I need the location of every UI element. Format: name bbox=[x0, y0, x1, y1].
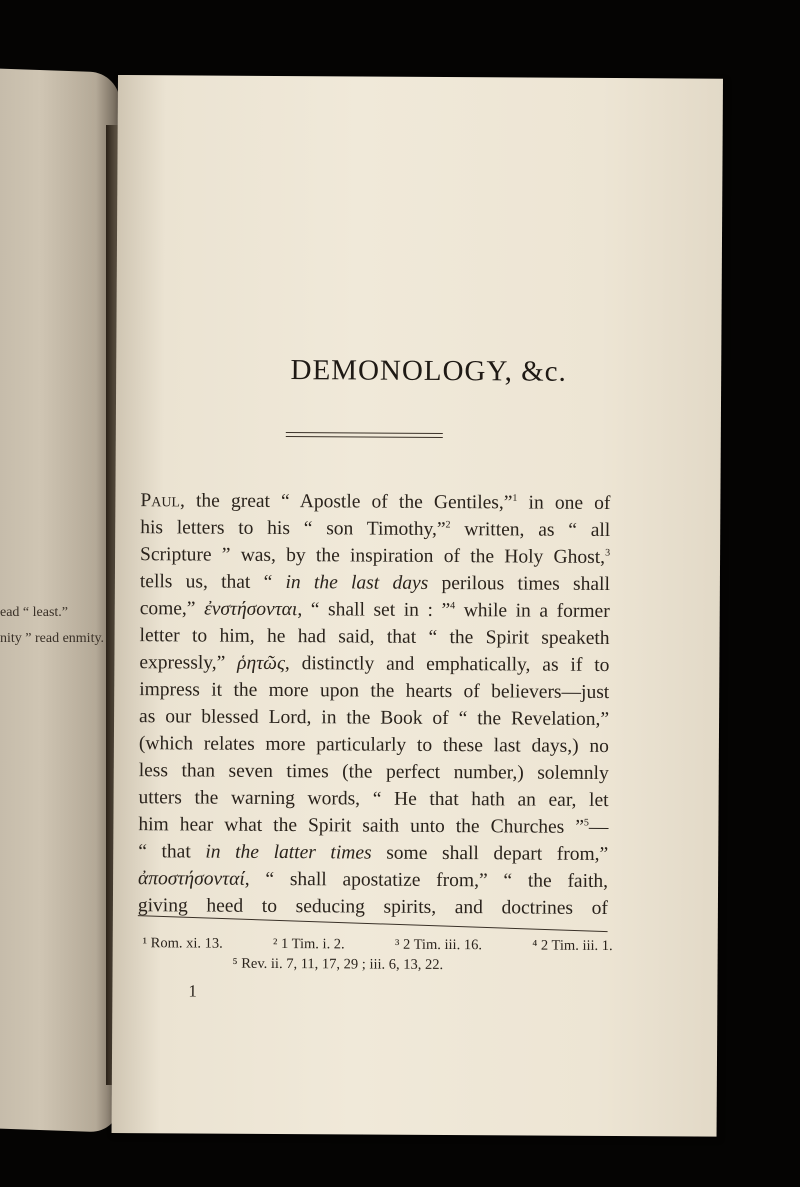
body-line bbox=[140, 541, 610, 571]
body-line bbox=[140, 514, 610, 544]
text-segment: ῥητῶς bbox=[237, 652, 285, 675]
text-segment: perilous times shall bbox=[428, 572, 610, 596]
body-line bbox=[138, 865, 608, 895]
body-line bbox=[139, 649, 609, 679]
body-text bbox=[138, 487, 611, 922]
chapter-title: DEMONOLOGY, &c. bbox=[290, 354, 567, 388]
text-segment: ἀποστήσονταί bbox=[138, 868, 245, 890]
body-line bbox=[140, 487, 610, 517]
text-segment: in the latter times bbox=[205, 841, 372, 864]
text-segment: letter to him, he had said, that “ the Spirit speaketh bbox=[139, 625, 610, 650]
body-line bbox=[140, 595, 610, 625]
text-segment: (which relates more particularly to these last days,) no bbox=[138, 733, 609, 758]
left-note: ead “ least.” bbox=[0, 605, 69, 620]
text-segment: while in a former bbox=[455, 600, 610, 623]
text-segment: his letters to his “ son Timothy,” bbox=[140, 517, 446, 541]
body-line bbox=[139, 703, 609, 733]
text-segment: — bbox=[588, 816, 609, 839]
footnote-5: ⁵ Rev. ii. 7, 11, 17, 29 ; iii. 6, 13, 22. bbox=[232, 955, 444, 974]
body-line bbox=[140, 568, 610, 598]
body-line bbox=[139, 676, 609, 706]
text-segment: Scripture ” was, by the inspiration of the Holy Ghost, bbox=[140, 544, 606, 568]
text-segment: tells us, that “ bbox=[139, 571, 286, 594]
body-line bbox=[139, 730, 609, 760]
footnote-ref: 2 bbox=[445, 519, 451, 531]
left-note: nity ” read enmity. bbox=[0, 631, 105, 646]
body-line bbox=[138, 811, 608, 841]
footnote-ref: 4 bbox=[450, 600, 456, 612]
footnote-2: ² 1 Tim. i. 2. bbox=[273, 935, 345, 953]
right-page bbox=[112, 75, 723, 1137]
body-line bbox=[139, 622, 609, 652]
text-segment: him hear what the Spirit saith unto the Churches ” bbox=[138, 814, 584, 838]
footnote-1: ¹ Rom. xi. 13. bbox=[142, 935, 223, 952]
text-segment: as our blessed Lord, in the Book of “ the Revelation,” bbox=[139, 706, 610, 731]
text-segment: giving heed to seducing spirits, and doctrines of bbox=[137, 895, 608, 920]
text-segment: written, as “ all bbox=[450, 519, 611, 542]
text-segment: , “ shall set in : ” bbox=[297, 599, 451, 622]
body-line bbox=[139, 784, 609, 814]
text-segment: , “ shall apostatize from,” “ the faith, bbox=[244, 868, 609, 893]
text-segment: , distinctly and emphatically, as if to bbox=[284, 653, 610, 677]
text-segment: ἐνστήσονται bbox=[204, 598, 298, 621]
text-segment: less than seven times (the perfect number,) solemnly bbox=[138, 760, 609, 785]
footnote-3: ³ 2 Tim. iii. 16. bbox=[394, 936, 483, 954]
text-segment: Paul bbox=[140, 490, 181, 512]
body-line bbox=[138, 838, 608, 868]
footnotes bbox=[143, 935, 613, 978]
text-segment: in the last days bbox=[285, 572, 429, 594]
footnote-ref: 5 bbox=[583, 817, 589, 829]
text-segment: come,” bbox=[139, 598, 205, 620]
page-number: 1 bbox=[188, 981, 197, 1001]
text-segment: in one of bbox=[517, 492, 611, 515]
body-line bbox=[139, 757, 609, 787]
text-segment: some shall depart from,” bbox=[371, 842, 609, 866]
text-segment: , the great “ Apostle of the Gentiles,” bbox=[179, 490, 513, 514]
footnote-4: ⁴ 2 Tim. iii. 1. bbox=[532, 937, 613, 955]
title-double-rule bbox=[286, 432, 443, 438]
text-segment: expressly,” bbox=[139, 652, 238, 674]
footnote-ref: 1 bbox=[512, 492, 518, 504]
text-segment: utters the warning words, “ He that hath an ear, let bbox=[138, 787, 609, 812]
text-segment: “ that bbox=[138, 841, 206, 863]
footnote-ref: 3 bbox=[605, 547, 611, 559]
text-segment: impress it the more upon the hearts of believers—just bbox=[139, 679, 610, 704]
